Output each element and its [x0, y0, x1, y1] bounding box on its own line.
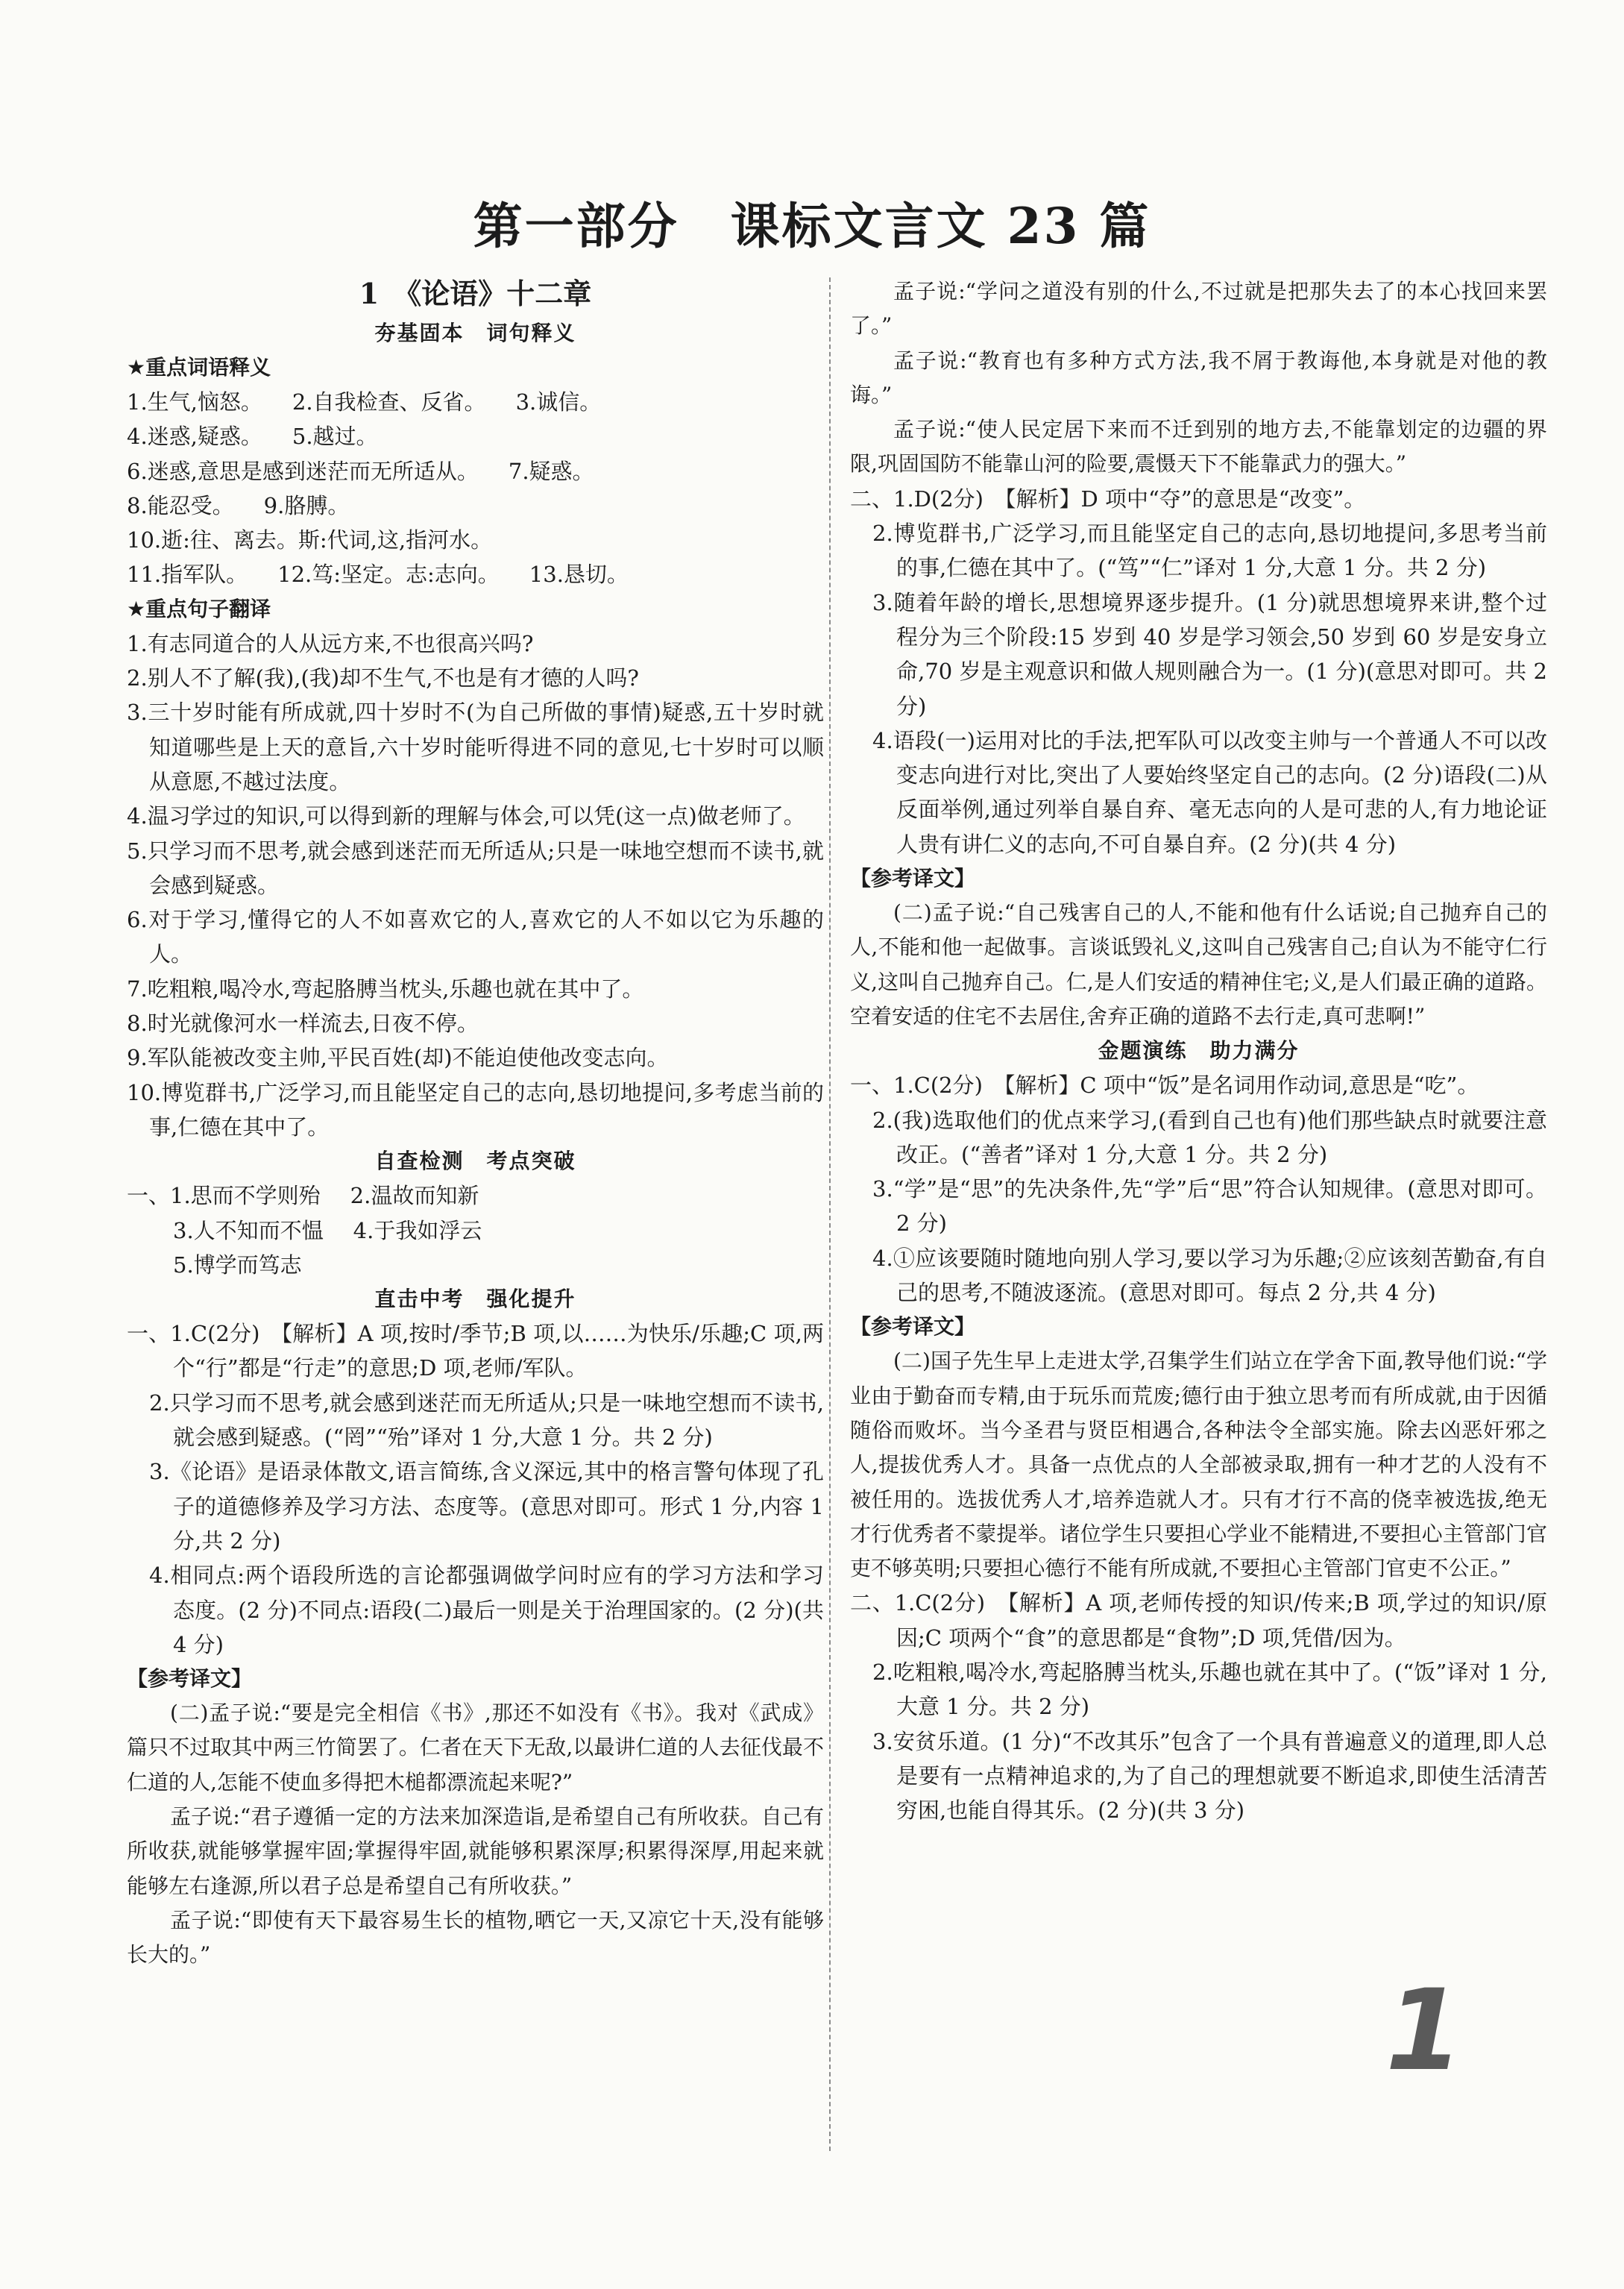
answer-item: 2.博览群书,广泛学习,而且能坚定自己的志向,恳切地提问,多思考当前的事,仁德在其中了。(“笃”“仁”译对 1 分,大意 1 分。共 2 分)	[872, 521, 1547, 581]
sentence-item: 5.只学习而不思考,就会感到迷茫而无所适从;只是一味地空想而不读书,就会感到疑惑。	[127, 838, 824, 898]
answer-item: 3.安贫乐道。(1 分)“不改其乐”包含了一个具有普遍意义的道理,即人总是要有一点精神追求的,为了自己的理想就要不断追求,即使生活清苦穷困,也能自得其乐。(2 分)(共 3 分)	[872, 1728, 1547, 1824]
sentence-item: 2.别人不了解(我),(我)却不生气,不也是有才德的人吗?	[127, 665, 639, 691]
word-item: 6.迷惑,意思是感到迷茫而无所适从。	[127, 458, 479, 484]
answer-item: 4.相同点:两个语段所选的言论都强调做学问时应有的学习方法和学习态度。(2 分)不同点:语段(二)最后一则是关于治理国家的。(2 分)(共 4 分)	[149, 1563, 824, 1657]
words-heading: ★重点词语释义	[127, 355, 271, 380]
word-item: 8.能忍受。	[127, 492, 234, 518]
fill-item: 3.人不知而不愠	[173, 1217, 324, 1243]
answer-item: 2.吃粗粮,喝冷水,弯起胳膊当枕头,乐趣也就在其中了。(“饭”译对 1 分,大意 1 分。共 2 分)	[872, 1659, 1547, 1720]
translation-paragraph: (二)孟子说:“自己残害自己的人,不能和他有什么话说;自己抛弃自己的人,不能和他一起做事。言谈诋毁礼义,这叫自己残害自己;自认为不能守仁行义,这叫自己抛弃自己。仁,是人们安适的精神住宅;义,是人们最正确的道路。空着安适的住宅不去居住,舍弃正确的道路不去行走,真可悲啊!”	[850, 900, 1547, 1029]
reference-translation-heading: 【参考译文】	[850, 1314, 976, 1340]
page-title: 第一部分 课标文言文 23 篇	[473, 197, 1151, 255]
answer-item: 3.随着年龄的增长,思想境界逐步提升。(1 分)就思想境界来讲,整个过程分为三个阶段:15 岁到 40 岁是学习领会,50 岁到 60 岁是安身立命,70 岁是主观意识和做人规则融合为一。(1 分)(意思对即可。共 2 分)	[872, 589, 1547, 719]
translation-paragraph: 孟子说:“教育也有多种方式方法,我不屑于教诲他,本身就是对他的教诲。”	[850, 348, 1547, 407]
fill-item: 2.温故而知新	[350, 1183, 479, 1209]
reference-translation-heading: 【参考译文】	[850, 866, 976, 891]
sentence-item: 7.吃粗粮,喝冷水,弯起胳膊当枕头,乐趣也就在其中了。	[127, 976, 644, 1002]
word-row	[127, 419, 824, 453]
fill-item: 一、1.思而不学则殆	[127, 1183, 321, 1209]
word-row	[127, 454, 824, 489]
word-row	[127, 523, 824, 557]
sentence-item: 10.博览群书,广泛学习,而且能坚定自己的志向,恳切地提问,多考虑当前的事,仁德在其中了。	[127, 1079, 824, 1140]
sentence-item: 8.时光就像河水一样流去,日夜不停。	[127, 1011, 479, 1037]
sentence-item: 4.温习学过的知识,可以得到新的理解与体会,可以凭(这一点)做老师了。	[127, 803, 805, 829]
section-heading-selfcheck: 自查检测 考点突破	[374, 1149, 576, 1174]
answer-item: 4.①应该要随时随地向别人学习,要以学习为乐趣;②应该刻苦勤奋,有自己的思考,不随波逐流。(意思对即可。每点 2 分,共 4 分)	[872, 1245, 1547, 1306]
word-item: 11.指军队。	[127, 562, 248, 588]
word-row	[127, 489, 824, 523]
word-item: 13.恳切。	[529, 562, 629, 588]
sentence-item: 1.有志同道合的人从远方来,不也很高兴吗?	[127, 630, 534, 656]
word-item: 3.诚信。	[515, 389, 602, 415]
translation-paragraph: 孟子说:“使人民定居下来而不迁到别的地方去,不能靠划定的边疆的界限,巩固国防不能靠山河的险要,震慑天下不能靠武力的强大。”	[850, 417, 1547, 477]
answer-item: 3.“学”是“思”的先决条件,先“学”后“思”符合认知规律。(意思对即可。2 分)	[872, 1176, 1547, 1237]
answer-item: 二、1.C(2分) 【解析】A 项,老师传授的知识/传来;B 项,学过的知识/原因;C 项两个“食”的意思都是“食物”;D 项,凭借/因为。	[850, 1590, 1547, 1651]
fill-item: 5.博学而笃志	[173, 1252, 302, 1278]
fill-row	[127, 1248, 824, 1282]
word-item: 4.迷惑,疑惑。	[127, 424, 262, 450]
word-item: 2.自我检查、反省。	[292, 389, 486, 415]
fill-row	[127, 1178, 824, 1213]
sentence-item: 6.对于学习,懂得它的人不如喜欢它的人,喜欢它的人不如以它为乐趣的人。	[127, 907, 824, 967]
column-divider	[829, 277, 831, 2151]
word-row	[127, 385, 824, 419]
word-item: 10.逝:往、离去。斯:代词,这,指河水。	[127, 527, 493, 553]
answer-item: 一、1.C(2分) 【解析】A 项,按时/季节;B 项,以……为快乐/乐趣;C 项,两个“行”都是“行走”的意思;D 项,老师/军队。	[127, 1321, 824, 1381]
answer-item: 4.语段(一)运用对比的手法,把军队可以改变主帅与一个普通人不可以改变志向进行对比,突出了人要始终坚定自己的志向。(2 分)语段(二)从反面举例,通过列举自暴自弃、毫无志向的人是可悲的人,有力地论证人贵有讲仁义的志向,不可自暴自弃。(2 分)(共 4 分)	[872, 727, 1547, 857]
fill-row	[127, 1213, 824, 1248]
answer-item: 二、1.D(2分) 【解析】D 项中“夺”的意思是“改变”。	[850, 486, 1366, 512]
answer-item: 3.《论语》是语录体散文,语言简练,含义深远,其中的格言警句体现了孔子的道德修养及学习方法、态度等。(意思对即可。形式 1 分,内容 1 分,共 2 分)	[149, 1459, 824, 1554]
answer-item: 一、1.C(2分) 【解析】C 项中“饭”是名词用作动词,意思是“吃”。	[850, 1073, 1479, 1099]
page-number: 1	[1385, 1966, 1464, 2096]
section-heading-exam: 直击中考 强化提升	[374, 1287, 576, 1312]
section-heading-practice: 金题演练 助力满分	[1098, 1038, 1300, 1064]
section-heading-basics: 夯基固本 词句释义	[374, 321, 576, 345]
reference-translation-heading: 【参考译文】	[127, 1666, 253, 1692]
translation-paragraph: 孟子说:“学问之道没有别的什么,不过就是把那失去了的本心找回来罢了。”	[850, 279, 1547, 339]
chapter-title: 1 《论语》十二章	[359, 277, 592, 310]
translation-paragraph: 孟子说:“君子遵循一定的方法来加深造诣,是希望自己有所收获。自己有所收获,就能够掌握牢固;掌握得牢固,就能够积累深厚;积累得深厚,用起来就能够左右逢源,所以君子总是希望自己有所收获。”	[127, 1803, 824, 1898]
word-row	[127, 557, 824, 591]
sentence-item: 9.军队能被改变主帅,平民百姓(却)不能迫使他改变志向。	[127, 1045, 669, 1071]
translation-paragraph: (二)国子先生早上走进太学,召集学生们站立在学舍下面,教导他们说:“学业由于勤奋而专精,由于玩乐而荒废;德行由于独立思考而有所成就,由于因循随俗而败坏。当今圣君与贤臣相遇合,各种法令全部实施。除去凶恶奸邪之人,提拔优秀人才。具备一点优点的人全部被录取,拥有一种才艺的人没有不被任用的。选拔优秀人才,培养造就人才。只有才行不高的侥幸被选拔,绝无才行优秀者不蒙提举。诸位学生只要担心学业不能精进,不要担心主管部门官吏不够英明;只要担心德行不能有所成就,不要担心主管部门官吏不公正。”	[850, 1348, 1547, 1581]
word-item: 7.疑惑。	[508, 458, 594, 484]
right-column	[850, 274, 1547, 1827]
answer-item: 2.(我)选取他们的优点来学习,(看到自己也有)他们那些缺点时就要注意改正。(“善者”译对 1 分,大意 1 分。共 2 分)	[872, 1107, 1547, 1167]
word-item: 9.胳膊。	[263, 492, 350, 518]
word-item: 12.笃:坚定。志:志向。	[277, 562, 500, 588]
fill-item: 4.于我如浮云	[353, 1217, 482, 1243]
sentences-heading: ★重点句子翻译	[127, 596, 271, 621]
translation-paragraph: (二)孟子说:“要是完全相信《书》,那还不如没有《书》。我对《武成》篇只不过取其中两三竹简罢了。仁者在天下无敌,以最讲仁道的人去征伐最不仁道的人,怎能不使血多得把木槌都漂流起来呢?”	[127, 1701, 824, 1795]
sentence-item: 3.三十岁时能有所成就,四十岁时不(为自己所做的事情)疑惑,五十岁时就知道哪些是上天的意旨,六十岁时能听得进不同的意见,七十岁时可以顺从意愿,不越过法度。	[127, 700, 824, 794]
word-item: 5.越过。	[292, 424, 378, 450]
word-item: 1.生气,恼怒。	[127, 389, 262, 415]
answer-item: 2.只学习而不思考,就会感到迷茫而无所适从;只是一味地空想而不读书,就会感到疑惑。(“罔”“殆”译对 1 分,大意 1 分。共 2 分)	[149, 1390, 824, 1451]
translation-paragraph: 孟子说:“即使有天下最容易生长的植物,晒它一天,又凉它十天,没有能够长大的。”	[127, 1907, 824, 1968]
left-column	[127, 276, 824, 1972]
